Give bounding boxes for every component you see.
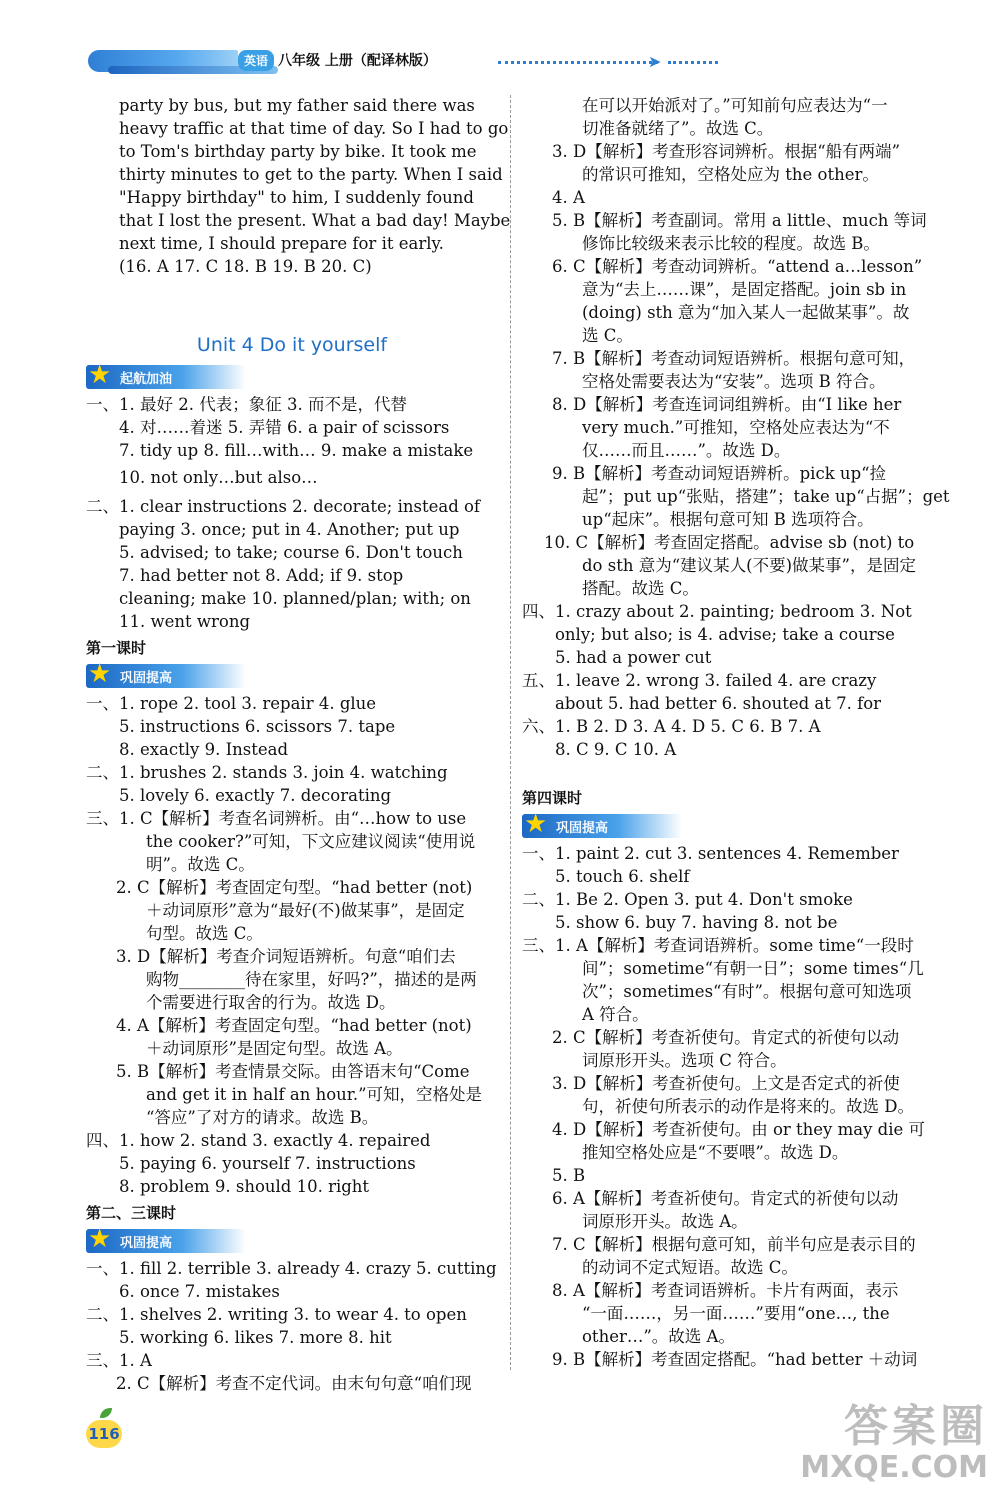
answer-line: 3. D【解析】考查祈使句。上文是否定式的祈使: [552, 1074, 900, 1093]
answer-block: [86, 1257, 498, 1395]
answer-line: 5. lovely 6. exactly 7. decorating: [119, 786, 392, 805]
answer-line: 8. D【解析】考查连词词组辨析。由“I like her: [552, 395, 902, 414]
answer-line: 个需要进行取舍的行为。故选 D。: [146, 993, 396, 1012]
answer-line: 3. D【解析】考查介词短语辨析。句意“咱们去: [116, 947, 456, 966]
header-dotted-line: [498, 61, 658, 64]
answer-line: 4. D【解析】考查祈使句。由 or they may die 可: [552, 1120, 926, 1139]
answer-line: 5. had a power cut: [555, 648, 712, 667]
answer-line: 句型。故选 C。: [146, 924, 263, 943]
answer-line: 一、1. rope 2. tool 3. repair 4. glue: [86, 694, 377, 713]
answer-line: 意为“去上……课”，是固定搭配。join sb in: [582, 280, 907, 299]
answer-line: 次”；sometimes“有时”。根据句意可知选项: [582, 982, 912, 1001]
answer-line: 7. tidy up 8. fill…with… 9. make a mistake: [119, 441, 474, 460]
answer-line: 明”。故选 C。: [146, 855, 255, 874]
answer-line: 一、1. paint 2. cut 3. sentences 4. Remember: [522, 844, 899, 863]
answer-line: 在可以开始派对了。”可知前句应表达为“一: [582, 96, 888, 115]
answer-line: 三、1. A【解析】考查词语辨析。some time“一段时: [522, 936, 914, 955]
answer-line: 搭配。故选 C。: [582, 579, 699, 598]
passage-line: next time, I should prepare for it early.: [119, 234, 444, 253]
answer-line: 二、1. Be 2. Open 3. put 4. Don't smoke: [522, 890, 853, 909]
banner-label: 巩固提高: [120, 1236, 173, 1251]
watermark-logo-text: 答案圈: [844, 1401, 988, 1452]
section-banner: [522, 809, 682, 839]
answer-line: 8. exactly 9. Instead: [119, 740, 289, 759]
answer-line: 五、1. leave 2. wrong 3. failed 4. are crazy: [522, 671, 877, 690]
answer-line: 5. show 6. buy 7. having 8. not be: [555, 913, 838, 932]
answer-line: 5. working 6. likes 7. more 8. hit: [119, 1328, 392, 1347]
answer-line: 一、1. 最好 2. 代表；象征 3. 而不是，代替: [86, 395, 407, 414]
passage-line: heavy traffic at that time of day. So I had to go: [119, 119, 509, 138]
section-banner: [86, 360, 246, 390]
answer-line: 4. A【解析】考查固定句型。“had better (not): [116, 1016, 472, 1035]
answer-block: [86, 495, 498, 633]
answer-line: do sth 意为“建议某人(不要)做某事”，是固定: [582, 556, 916, 575]
answer-block: [86, 692, 498, 1198]
answer-line: 空格处需要表达为“安装”。选项 B 符合。: [582, 372, 886, 391]
answer-line: 10. not only…but also…: [119, 468, 318, 487]
right-column: [522, 94, 950, 1371]
arrow-right-icon: ➤: [648, 52, 662, 71]
answer-line: 4. 对……着迷 5. 弄错 6. a pair of scissors: [119, 418, 450, 437]
subject-tag: 英语: [238, 50, 274, 71]
passage-line: party by bus, but my father said there was: [119, 96, 475, 115]
answer-line: other…”。故选 A。: [582, 1327, 735, 1346]
section-banner: [86, 1224, 246, 1254]
banner-label: 巩固提高: [556, 821, 609, 836]
answer-line: 8. C 9. C 10. A: [555, 740, 677, 759]
page-number: 116: [86, 1420, 122, 1448]
answer-line: 8. problem 9. should 10. right: [119, 1177, 370, 1196]
passage-line: to Tom's birthday party by bike. It took me: [119, 142, 477, 161]
answer-line: 二、1. brushes 2. stands 3. join 4. watching: [86, 763, 448, 782]
lesson-heading: 第二、三课时: [86, 1204, 177, 1222]
answer-line: 2. C【解析】考查祈使句。肯定式的祈使句以动: [552, 1028, 900, 1047]
answer-line: 5. touch 6. shelf: [555, 867, 690, 886]
answer-block: [86, 393, 498, 489]
answer-line: 一、1. fill 2. terrible 3. already 4. crazy 5. cutting: [86, 1259, 497, 1278]
answer-line: “一面……，另一面……”要用“one…, the: [582, 1304, 890, 1323]
answer-line: 5. B【解析】考查副词。常用 a little、much 等词: [552, 211, 927, 230]
star-icon: ★: [88, 360, 112, 390]
answer-line: 句，祈使句所表示的动作是将来的。故选 D。: [582, 1097, 914, 1116]
answer-line: 5. B【解析】考查情景交际。由答语末句“Come: [116, 1062, 470, 1081]
answer-line: 5. paying 6. yourself 7. instructions: [119, 1154, 416, 1173]
unit-title: Unit 4 Do it yourself: [196, 334, 388, 356]
answer-line: 3. D【解析】考查形容词辨析。根据“船有两端”: [552, 142, 901, 161]
answer-line: 6. C【解析】考查动词辨析。“attend a…lesson”: [552, 257, 923, 276]
answer-line: 词原形开头。故选 A。: [582, 1212, 748, 1231]
answer-line: “答应”了对方的请求。故选 B。: [146, 1108, 379, 1127]
answer-line: 的常识可推知，空格处应为 the other。: [582, 165, 879, 184]
answer-line: 7. C【解析】根据句意可知，前半句应是表示目的: [552, 1235, 916, 1254]
leaf-icon: [100, 1408, 112, 1418]
star-icon: ★: [88, 1224, 112, 1254]
answer-line: 7. B【解析】考查动词短语辨析。根据句意可知，: [552, 349, 916, 368]
answer-line: 间”；sometime“有朝一日”；some times“几: [582, 959, 924, 978]
lesson-heading: 第四课时: [522, 789, 583, 807]
answer-line: 7. had better not 8. Add; if 9. stop: [119, 566, 404, 585]
answer-line: 选 C。: [582, 326, 633, 345]
answer-line: 5. advised; to take; course 6. Don't touch: [119, 543, 463, 562]
answer-line: about 5. had better 6. shouted at 7. for: [555, 694, 882, 713]
answer-line: 10. C【解析】考查固定搭配。advise sb (not) to: [544, 533, 915, 552]
passage-line: thirty minutes to get to the party. When I said: [119, 165, 503, 184]
page-header: [88, 46, 662, 76]
star-icon: ★: [88, 659, 112, 689]
answer-line: very much.”可推知，空格处应表达为“不: [582, 418, 890, 437]
star-icon: ★: [524, 809, 548, 839]
answer-line: cleaning; make 10. planned/plan; with; on: [119, 589, 471, 608]
answer-line: 6. once 7. mistakes: [119, 1282, 280, 1301]
answer-line: 5. B: [552, 1166, 586, 1185]
answer-line: 2. C【解析】考查不定代词。由末句句意“咱们现: [116, 1374, 472, 1393]
banner-label: 起航加油: [120, 372, 173, 387]
answer-line: 购物________待在家里，好吗?”，描述的是两: [146, 970, 477, 989]
answer-line: 二、1. clear instructions 2. decorate; instead of: [86, 497, 481, 516]
answer-line: 四、1. crazy about 2. painting; bedroom 3. Not: [522, 602, 912, 621]
answer-line: 仅……而且……”。故选 D。: [582, 441, 791, 460]
passage-answers: (16. A 17. C 18. B 19. B 20. C): [119, 257, 372, 276]
passage-line: that I lost the present. What a bad day! Maybe: [119, 211, 511, 230]
answer-line: 4. A: [552, 188, 585, 207]
answer-line: 8. A【解析】考查词语辨析。卡片有两面，表示: [552, 1281, 899, 1300]
answer-line: 9. B【解析】考查动词短语辨析。pick up“捡: [552, 464, 887, 483]
answer-block: [522, 842, 932, 1371]
answer-line: 起”；put up“张贴，搭建”；take up“占据”；get: [582, 487, 950, 506]
header-dotted-line-2: [668, 61, 718, 64]
answer-line: 四、1. how 2. stand 3. exactly 4. repaired: [86, 1131, 431, 1150]
answer-line: 词原形开头。选项 C 符合。: [582, 1051, 787, 1070]
section-banner: [86, 659, 246, 689]
answer-line: 6. A【解析】考查祈使句。肯定式的祈使句以动: [552, 1189, 899, 1208]
answer-line: A 符合。: [582, 1005, 649, 1024]
column-divider: [510, 95, 511, 1370]
watermark-url: MXQE.COM: [800, 1450, 988, 1485]
lesson-heading: 第一课时: [86, 639, 147, 657]
answer-line: the cooker?”可知，下文应建议阅读“使用说: [146, 832, 476, 851]
watermark: [800, 1403, 988, 1485]
book-title: 八年级 上册（配译林版）: [278, 53, 437, 69]
passage-line: "Happy birthday" to him, I suddenly found: [119, 188, 474, 207]
answer-line: ＋动词原形”意为“最好(不)做某事”，是固定: [146, 901, 465, 920]
banner-label: 巩固提高: [120, 671, 173, 686]
answer-line: 推知空格处应是“不要喂”。故选 D。: [582, 1143, 849, 1162]
answer-line: ＋动词原形”是固定句型。故选 A。: [146, 1039, 403, 1058]
left-column: [86, 94, 511, 1395]
answer-line: up“起床”。根据句意可知 B 选项符合。: [582, 510, 874, 529]
answer-line: and get it in half an hour.”可知，空格处是: [146, 1085, 483, 1104]
answer-line: 11. went wrong: [119, 612, 251, 631]
answer-line: (doing) sth 意为“加入某人一起做某事”。故: [582, 303, 910, 322]
answer-line: 5. instructions 6. scissors 7. tape: [119, 717, 396, 736]
answer-line: 六、1. B 2. D 3. A 4. D 5. C 6. B 7. A: [522, 717, 821, 736]
answer-line: 三、1. A: [86, 1351, 152, 1370]
answer-line: 修饰比较级来表示比较的程度。故选 B。: [582, 234, 880, 253]
answer-line: 9. B【解析】考查固定搭配。“had better ＋动词: [552, 1350, 918, 1369]
reading-passage: [86, 94, 511, 278]
answer-line: 的动词不定式短语。故选 C。: [582, 1258, 798, 1277]
answer-line: only; but also; is 4. advise; take a course: [555, 625, 895, 644]
answer-block: [522, 94, 950, 761]
answer-line: paying 3. once; put in 4. Another; put up: [119, 520, 460, 539]
answer-line: 2. C【解析】考查固定句型。“had better (not): [116, 878, 473, 897]
answer-line: 三、1. C【解析】考查名词辨析。由“…how to use: [86, 809, 467, 828]
answer-line: 切准备就绪了”。故选 C。: [582, 119, 774, 138]
answer-line: 二、1. shelves 2. writing 3. to wear 4. to open: [86, 1305, 467, 1324]
